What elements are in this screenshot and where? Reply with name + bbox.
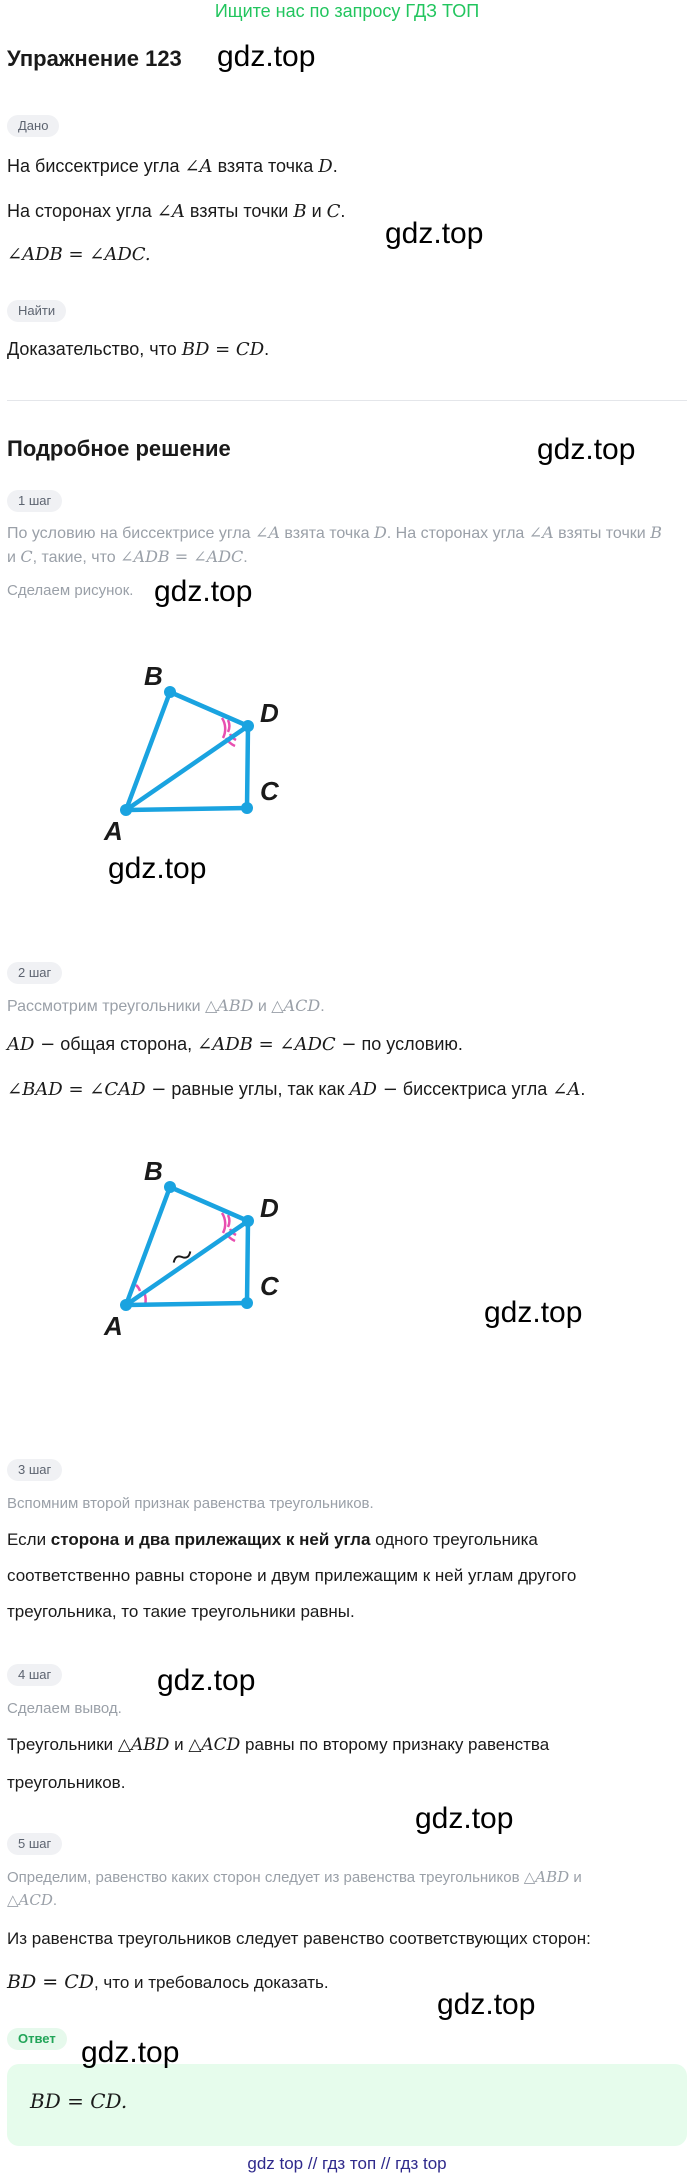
step-4-line-3: треугольников. <box>7 1773 126 1792</box>
segment-ad <box>126 1221 248 1305</box>
angle-arc <box>222 718 225 738</box>
point-d <box>242 720 254 732</box>
step-3-line-2: Если сторона и два прилежащих к ней угла одного треугольника <box>7 1530 538 1549</box>
watermark: gdz.top <box>154 575 253 608</box>
footer-link-2[interactable]: гдз топ <box>322 2154 377 2173</box>
step-5-line-4: BD = CD, что и требовалось доказать. <box>7 1971 329 1993</box>
step-2-chip: 2 шаг <box>7 962 62 984</box>
watermark: gdz.top <box>415 1802 514 1835</box>
angle-arc <box>136 1285 140 1291</box>
step-1-chip: 1 шаг <box>7 490 62 512</box>
figure-1 <box>90 650 310 850</box>
footer-separator: // <box>380 2154 391 2173</box>
segment-ac <box>126 1303 247 1305</box>
step-1-line-3: Сделаем рисунок. <box>7 582 134 599</box>
label-a: A <box>104 1311 123 1341</box>
point-a <box>120 1299 132 1311</box>
point-b <box>164 686 176 698</box>
label-a: A <box>104 816 123 846</box>
divider <box>7 400 687 401</box>
watermark: gdz.top <box>157 1664 256 1697</box>
answer-chip: Ответ <box>7 2028 67 2050</box>
angle-arc <box>228 720 229 732</box>
footer-link-1[interactable]: gdz top <box>247 2154 304 2173</box>
watermark: gdz.top <box>108 852 207 885</box>
given-line-3: ∠ADB = ∠ADC. <box>7 244 151 265</box>
find-line: Доказательство, что BD = CD. <box>7 339 270 360</box>
step-2-line-1: Рассмотрим треугольники △ABD и △ACD. <box>7 996 325 1015</box>
point-b <box>164 1181 176 1193</box>
step-3-line-4: треугольника, то такие треугольники равны. <box>7 1602 355 1621</box>
answer-text: BD = CD. <box>30 2089 128 2113</box>
footer-separator: // <box>307 2154 318 2173</box>
watermark: gdz.top <box>217 40 316 73</box>
angle-arc <box>228 1215 229 1227</box>
label-d: D <box>260 1193 279 1223</box>
segment-bd <box>170 692 248 726</box>
exercise-title: Упражнение 123 <box>7 46 182 71</box>
step-3-chip: 3 шаг <box>7 1459 62 1481</box>
step-1-line-2: и C, такие, что ∠ADB = ∠ADC. <box>7 547 248 566</box>
point-d <box>242 1215 254 1227</box>
label-c: C <box>260 776 279 806</box>
watermark: gdz.top <box>385 217 484 250</box>
step-4-chip: 4 шаг <box>7 1664 62 1686</box>
step-2-line-2: AD − общая сторона, ∠ADB = ∠ADC − по условию. <box>7 1034 463 1055</box>
point-a <box>120 804 132 816</box>
step-5-line-2: △ACD. <box>7 1891 58 1909</box>
step-1-line-1: По условию на биссектрисе угла ∠A взята точка D. На сторонах угла ∠A взяты точки B <box>7 523 662 542</box>
angle-arc <box>222 1213 225 1233</box>
step-4-line-1: Сделаем вывод. <box>7 1700 122 1717</box>
point-c <box>241 802 253 814</box>
solution-title: Подробное решение <box>7 436 231 461</box>
footer-links <box>0 2154 694 2174</box>
step-3-line-1: Вспомним второй признак равенства треугольников. <box>7 1495 374 1512</box>
segment-ad <box>126 726 248 810</box>
step-2-line-3: ∠BAD = ∠CAD − равные углы, так как AD − биссектриса угла ∠A. <box>7 1079 586 1100</box>
watermark: gdz.top <box>437 1988 536 2021</box>
label-d: D <box>260 698 279 728</box>
segment-dc <box>247 1221 248 1303</box>
given-line-1: На биссектрисе угла ∠A взята точка D. <box>7 156 338 177</box>
find-chip: Найти <box>7 300 66 322</box>
given-chip: Дано <box>7 115 59 137</box>
segment-ac <box>126 808 247 810</box>
segment-dc <box>247 726 248 808</box>
label-c: C <box>260 1271 279 1301</box>
label-b: B <box>144 661 163 691</box>
step-5-line-3: Из равенства треугольников следует равенство соответствующих сторон: <box>7 1929 591 1948</box>
footer-link-3[interactable]: гдз top <box>395 2154 447 2173</box>
step-3-line-3: соответственно равны стороне и двум прилежащим к ней углам другого <box>7 1566 577 1585</box>
top-banner[interactable]: Ищите нас по запросу ГДЗ ТОП <box>214 1 480 21</box>
step-5-line-1: Определим, равенство каких сторон следует из равенства треугольников △ABD и <box>7 1868 582 1886</box>
watermark: gdz.top <box>484 1296 583 1329</box>
watermark: gdz.top <box>537 433 636 466</box>
figure-2 <box>90 1145 310 1345</box>
watermark: gdz.top <box>81 2036 180 2069</box>
given-line-2: На сторонах угла ∠A взяты точки B и C. <box>7 201 346 222</box>
label-b: B <box>144 1156 163 1186</box>
step-4-line-2: Треугольники △ABD и △ACD равны по второму признаку равенства <box>7 1735 550 1755</box>
segment-bd <box>170 1187 248 1221</box>
step-5-chip: 5 шаг <box>7 1833 62 1855</box>
point-c <box>241 1297 253 1309</box>
